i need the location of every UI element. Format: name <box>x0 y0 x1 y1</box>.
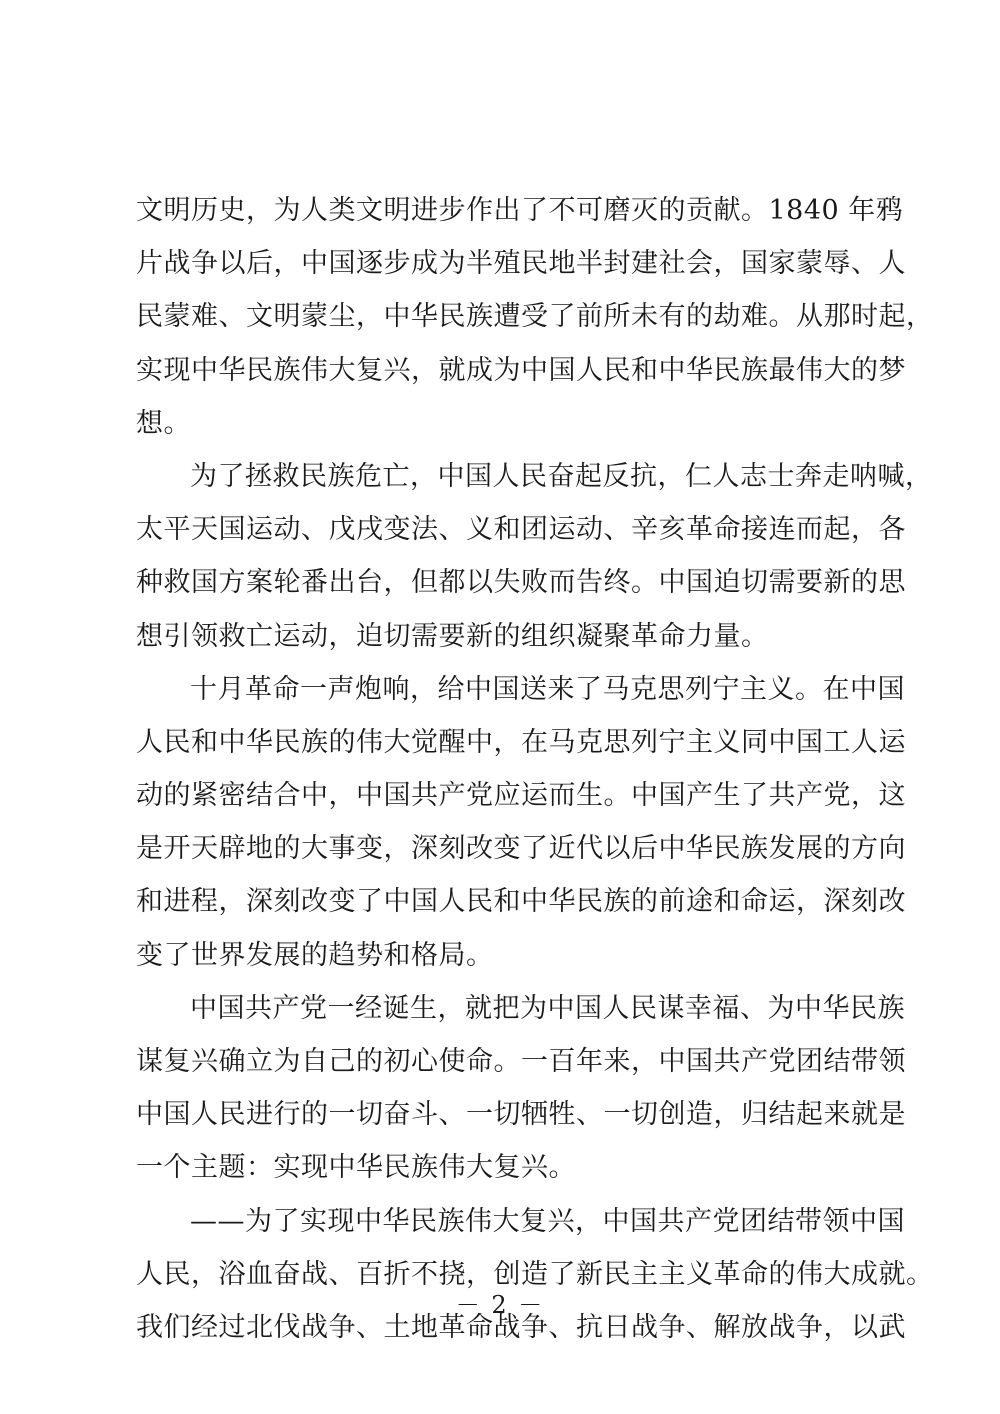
text-line: 文明历史，为人类文明进步作出了不可磨灭的贡献。1840 年鸦 <box>136 195 904 226</box>
text-line: 想引领救亡运动，迫切需要新的组织凝聚革命力量。 <box>136 620 769 652</box>
text-line: 中国共产党一经诞生，就把为中国人民谋幸福、为中华民族 <box>190 992 905 1024</box>
text-line: 民蒙难、文明蒙尘，中华民族遭受了前所未有的劫难。从那时起， <box>136 301 934 333</box>
paragraph <box>136 663 906 982</box>
text-line: 谋复兴确立为自己的初心使命。一百年来，中国共产党团结带领 <box>136 1046 906 1077</box>
paragraph <box>136 982 906 1195</box>
paragraph <box>136 1195 934 1355</box>
body-text <box>136 184 934 1354</box>
text-line: 太平天国运动、戊戌变法、义和团运动、辛亥革命接连而起，各 <box>136 514 906 546</box>
text-line: 和进程，深刻改变了中国人民和中华民族的前途和命运，深刻改 <box>136 886 906 918</box>
paragraph <box>136 450 933 663</box>
text-line: 人民和中华民族的伟大觉醒中，在马克思列宁主义同中国工人运 <box>136 726 906 758</box>
text-line: 十月革命一声炮响，给中国送来了马克思列宁主义。在中国 <box>190 673 905 705</box>
text-line: 实现中华民族伟大复兴，就成为中国人民和中华民族最伟大的梦 <box>136 354 906 386</box>
text-line: 为了拯救民族危亡，中国人民奋起反抗，仁人志士奔走呐喊， <box>190 460 933 492</box>
page-number: － 2 － <box>455 1291 545 1319</box>
text-line: 动的紧密结合中，中国共产党应运而生。中国产生了共产党，这 <box>136 780 906 812</box>
text-line: ——为了实现中华民族伟大复兴，中国共产党团结带领中国 <box>190 1205 905 1237</box>
text-line: 人民，浴血奋战、百折不挠，创造了新民主主义革命的伟大成就。 <box>136 1258 934 1290</box>
text-line: 中国人民进行的一切奋斗、一切牺牲、一切创造，归结起来就是 <box>136 1099 906 1131</box>
text-line: 是开天辟地的大事变，深刻改变了近代以后中华民族发展的方向 <box>136 833 906 865</box>
text-line: 种救国方案轮番出台，但都以失败而告终。中国迫切需要新的思 <box>136 567 906 599</box>
text-line: 片战争以后，中国逐步成为半殖民地半封建社会，国家蒙辱、人 <box>136 248 906 280</box>
text-line: 一个主题：实现中华民族伟大复兴。 <box>136 1152 576 1184</box>
text-line: 我们经过北伐战争、土地革命战争、抗日战争、解放战争，以武 <box>136 1311 906 1343</box>
text-line: 想。 <box>136 407 191 439</box>
paragraph <box>136 184 934 450</box>
text-line: 变了世界发展的趋势和格局。 <box>136 939 494 971</box>
